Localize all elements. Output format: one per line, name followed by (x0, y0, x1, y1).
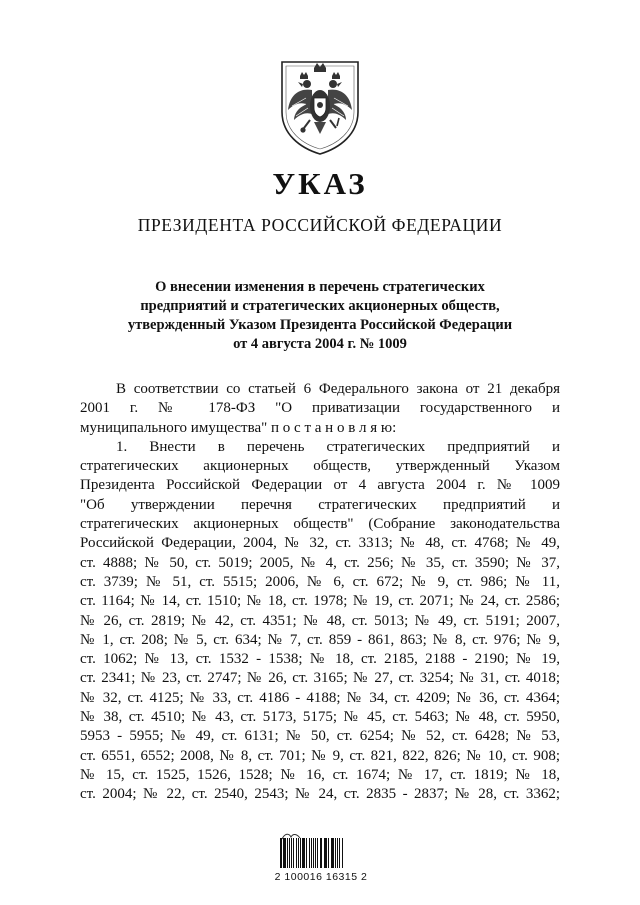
body-line: ст. 6551, 6552; 2008, № 8, ст. 701; № 9, ст. 821, 822, 826; № 10, ст. 908; (80, 747, 560, 764)
body-line: муниципального имущества" п о с т а н о в л я ю: (80, 419, 397, 436)
decree-heading (80, 278, 560, 354)
document-title: УКАЗ (272, 166, 368, 201)
body-line: 1. Внести в перечень стратегических предприятий и (116, 438, 560, 455)
body-line: № 1, ст. 208; № 5, ст. 634; № 7, ст. 859 - 861, 863; № 8, ст. 976; № 9, (80, 631, 560, 648)
heading-line: предприятий и стратегических акционерных обществ, (140, 298, 500, 314)
body-line: "Об утверждении перечня стратегических предприятий и (80, 496, 560, 513)
body-line: ст. 3739; № 51, ст. 5515; 2006, № 6, ст. 672; № 9, ст. 986; № 11, (80, 573, 560, 590)
body-line: № 26, ст. 2819; № 42, ст. 4351; № 48, ст. 5013; № 49, ст. 5191; 2007, (80, 612, 560, 629)
body-line: В соответствии со статьей 6 Федерального закона от 21 декабря (116, 381, 560, 397)
body-line: ст. 1062; № 13, ст. 1532 - 1538; № 18, ст. 2185, 2188 - 2190; № 19, (80, 651, 560, 668)
body-line: Президента Российской Федерации от 4 августа 2004 г. № 1009 (80, 477, 560, 494)
barcode (280, 838, 362, 868)
body-line: Российской Федерации, 2004, № 32, ст. 3313; № 48, ст. 4768; № 49, (80, 535, 560, 552)
body-line: ст. 4888; № 50, ст. 5019; 2005, № 4, ст. 256; № 35, ст. 3590; № 37, (80, 554, 560, 571)
body-line: 5953 - 5955; № 49, ст. 6131; № 50, ст. 6254; № 52, ст. 6428; № 53, (80, 728, 560, 745)
body-line: ст. 1164; № 14, ст. 1510; № 18, ст. 1978; № 19, ст. 2071; № 24, ст. 2586; (80, 593, 560, 610)
heading-line: от 4 августа 2004 г. № 1009 (233, 336, 407, 352)
document-subtitle: ПРЕЗИДЕНТА РОССИЙСКОЙ ФЕДЕРАЦИИ (137, 215, 503, 235)
body-line: ст. 2341; № 23, ст. 2747; № 26, ст. 3165; № 27, ст. 3254; № 31, ст. 4018; (80, 670, 560, 687)
heading-line: О внесении изменения в перечень стратегических (155, 279, 485, 295)
body-line: № 38, ст. 4510; № 43, ст. 5173, 5175; № 45, ст. 5463; № 48, ст. 5950, (80, 709, 560, 726)
body-line: стратегических акционерных обществ" (Собрание законодательства (80, 516, 560, 533)
body-line: стратегических акционерных обществ, утвержденный Указом (80, 458, 560, 475)
coat-of-arms-icon (276, 58, 364, 156)
body-line: 2001 г. № 178-ФЗ "О приватизации государственного и (80, 400, 560, 417)
body-line: № 15, ст. 1525, 1526, 1528; № 16, ст. 1674; № 17, ст. 1819; № 18, (80, 766, 560, 783)
barcode-number: 2 100016 16315 2 (274, 871, 368, 883)
body-line: № 32, ст. 4125; № 33, ст. 4186 - 4188; № 34, ст. 4209; № 36, ст. 4364; (80, 689, 560, 706)
heading-line: утвержденный Указом Президента Российской Федерации (127, 317, 513, 333)
decree-body (80, 380, 560, 805)
print-mark-icon (281, 828, 301, 838)
barcode-gap (342, 838, 343, 868)
body-line: ст. 2004; № 22, ст. 2540, 2543; № 24, ст. 2835 - 2837; № 28, ст. 3362; (80, 786, 560, 803)
